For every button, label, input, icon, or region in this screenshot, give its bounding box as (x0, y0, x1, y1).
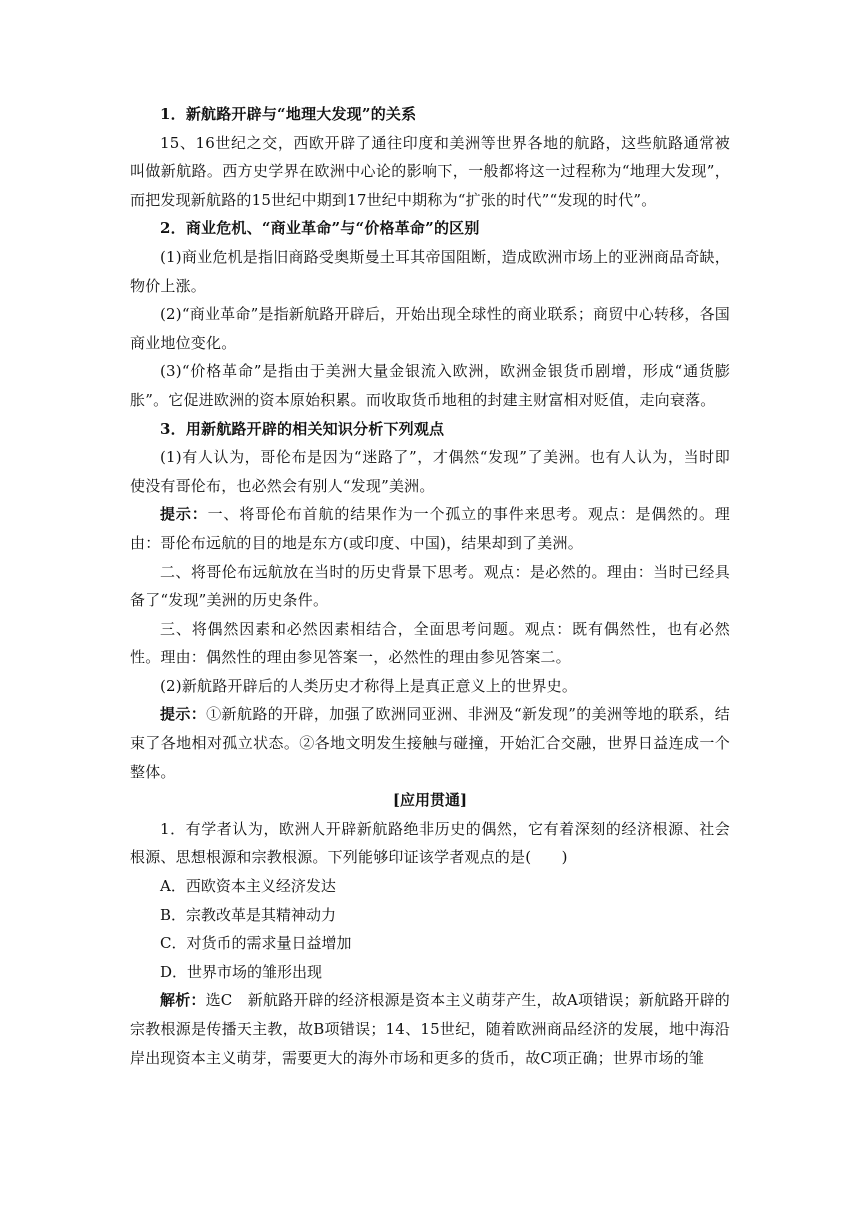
section3-heading: 3．用新航路开辟的相关知识分析下列观点 (160, 419, 445, 438)
section3-hint-2: 二、将哥伦布远航放在当时的历史背景下思考。观点：是必然的。理由：当时已经具备了“发现”美洲的历史条件。 (130, 562, 730, 610)
section3-question-2: (2)新航路开辟后的人类历史才称得上是真正意义上的世界史。 (160, 676, 578, 695)
section1-body: 15、16世纪之交，西欧开辟了通往印度和美洲等世界各地的航路，这些航路通常被叫做新航路。西方史学界在欧洲中心论的影响下，一般都将这一过程称为“地理大发现”，而把发现新航路的15世纪中期到17世纪中期称为“扩张的时代”“发现的时代”。 (130, 133, 730, 209)
option-b: B．宗教改革是其精神动力 (160, 905, 337, 924)
section2-item-1: (1)商业危机是指旧商路受奥斯曼土耳其帝国阻断，造成欧洲市场上的亚洲商品奇缺，物价上涨。 (130, 247, 730, 295)
hint-text-1: 一、将哥伦布首航的结果作为一个孤立的事件来思考。观点：是偶然的。理由：哥伦布远航的目的地是东方(或印度、中国)，结果却到了美洲。 (130, 505, 730, 552)
analysis (130, 986, 730, 1072)
option-a: A．西欧资本主义经济发达 (160, 877, 336, 896)
section1-heading: 1．新航路开辟与“地理大发现”的关系 (160, 105, 417, 123)
section3-question-1: (1)有人认为，哥伦布是因为“迷路了”，才偶然“发现”了美洲。也有人认为，当时即使没有哥伦布，也必然会有别人“发现”美洲。 (130, 448, 730, 495)
hint-text-4: ①新航路的开辟，加强了欧洲同亚洲、非洲及“新发现”的美洲等地的联系，结束了各地相对孤立状态。②各地文明发生接触与碰撞，开始汇合交融，世界日益连成一个整体。 (130, 705, 730, 781)
option-d: D．世界市场的雏形出现 (160, 962, 323, 981)
option-c: C．对货币的需求量日益增加 (160, 934, 352, 953)
section3-hint-4 (130, 700, 730, 786)
section2-item-2: (2)“商业革命”是指新航路开辟后，开始出现全球性的商业联系；商贸中心转移，各国商业地位变化。 (130, 305, 730, 352)
apply-title: [应用贯通] (392, 791, 468, 810)
section2-item-3: (3)“价格革命”是指由于美洲大量金银流入欧洲，欧洲金银货币剧增，形成“通货膨胀”。它促进欧洲的资本原始积累。而收取货币地租的封建主财富相对贬值，走向衰落。 (130, 362, 730, 409)
document-page (130, 100, 730, 1072)
section3-hint-3: 三、将偶然因素和必然因素相结合，全面思考问题。观点：既有偶然性，也有必然性。理由：偶然性的理由参见答案一，必然性的理由参见答案二。 (130, 619, 730, 667)
analysis-text: 选C 新航路开辟的经济根源是资本主义萌芽产生，故A项错误；新航路开辟的宗教根源是传播天主教，故B项错误；14、15世纪，随着欧洲商品经济的发展，地中海沿岸出现资本主义萌芽，需要更大的海外市场和更多的货币，故C项正确；世界市场的雏 (130, 991, 730, 1067)
section3-hint-1 (130, 500, 730, 557)
analysis-label: 解析： (160, 991, 206, 1010)
hint-label: 提示： (160, 505, 208, 524)
apply-question: 1．有学者认为，欧洲人开辟新航路绝非历史的偶然，它有着深刻的经济根源、社会根源、思想根源和宗教根源。下列能够印证该学者观点的是( ) (130, 819, 730, 867)
section2-heading: 2．商业危机、“商业革命”与“价格革命”的区别 (160, 219, 480, 238)
hint-label-2: 提示： (160, 705, 207, 724)
